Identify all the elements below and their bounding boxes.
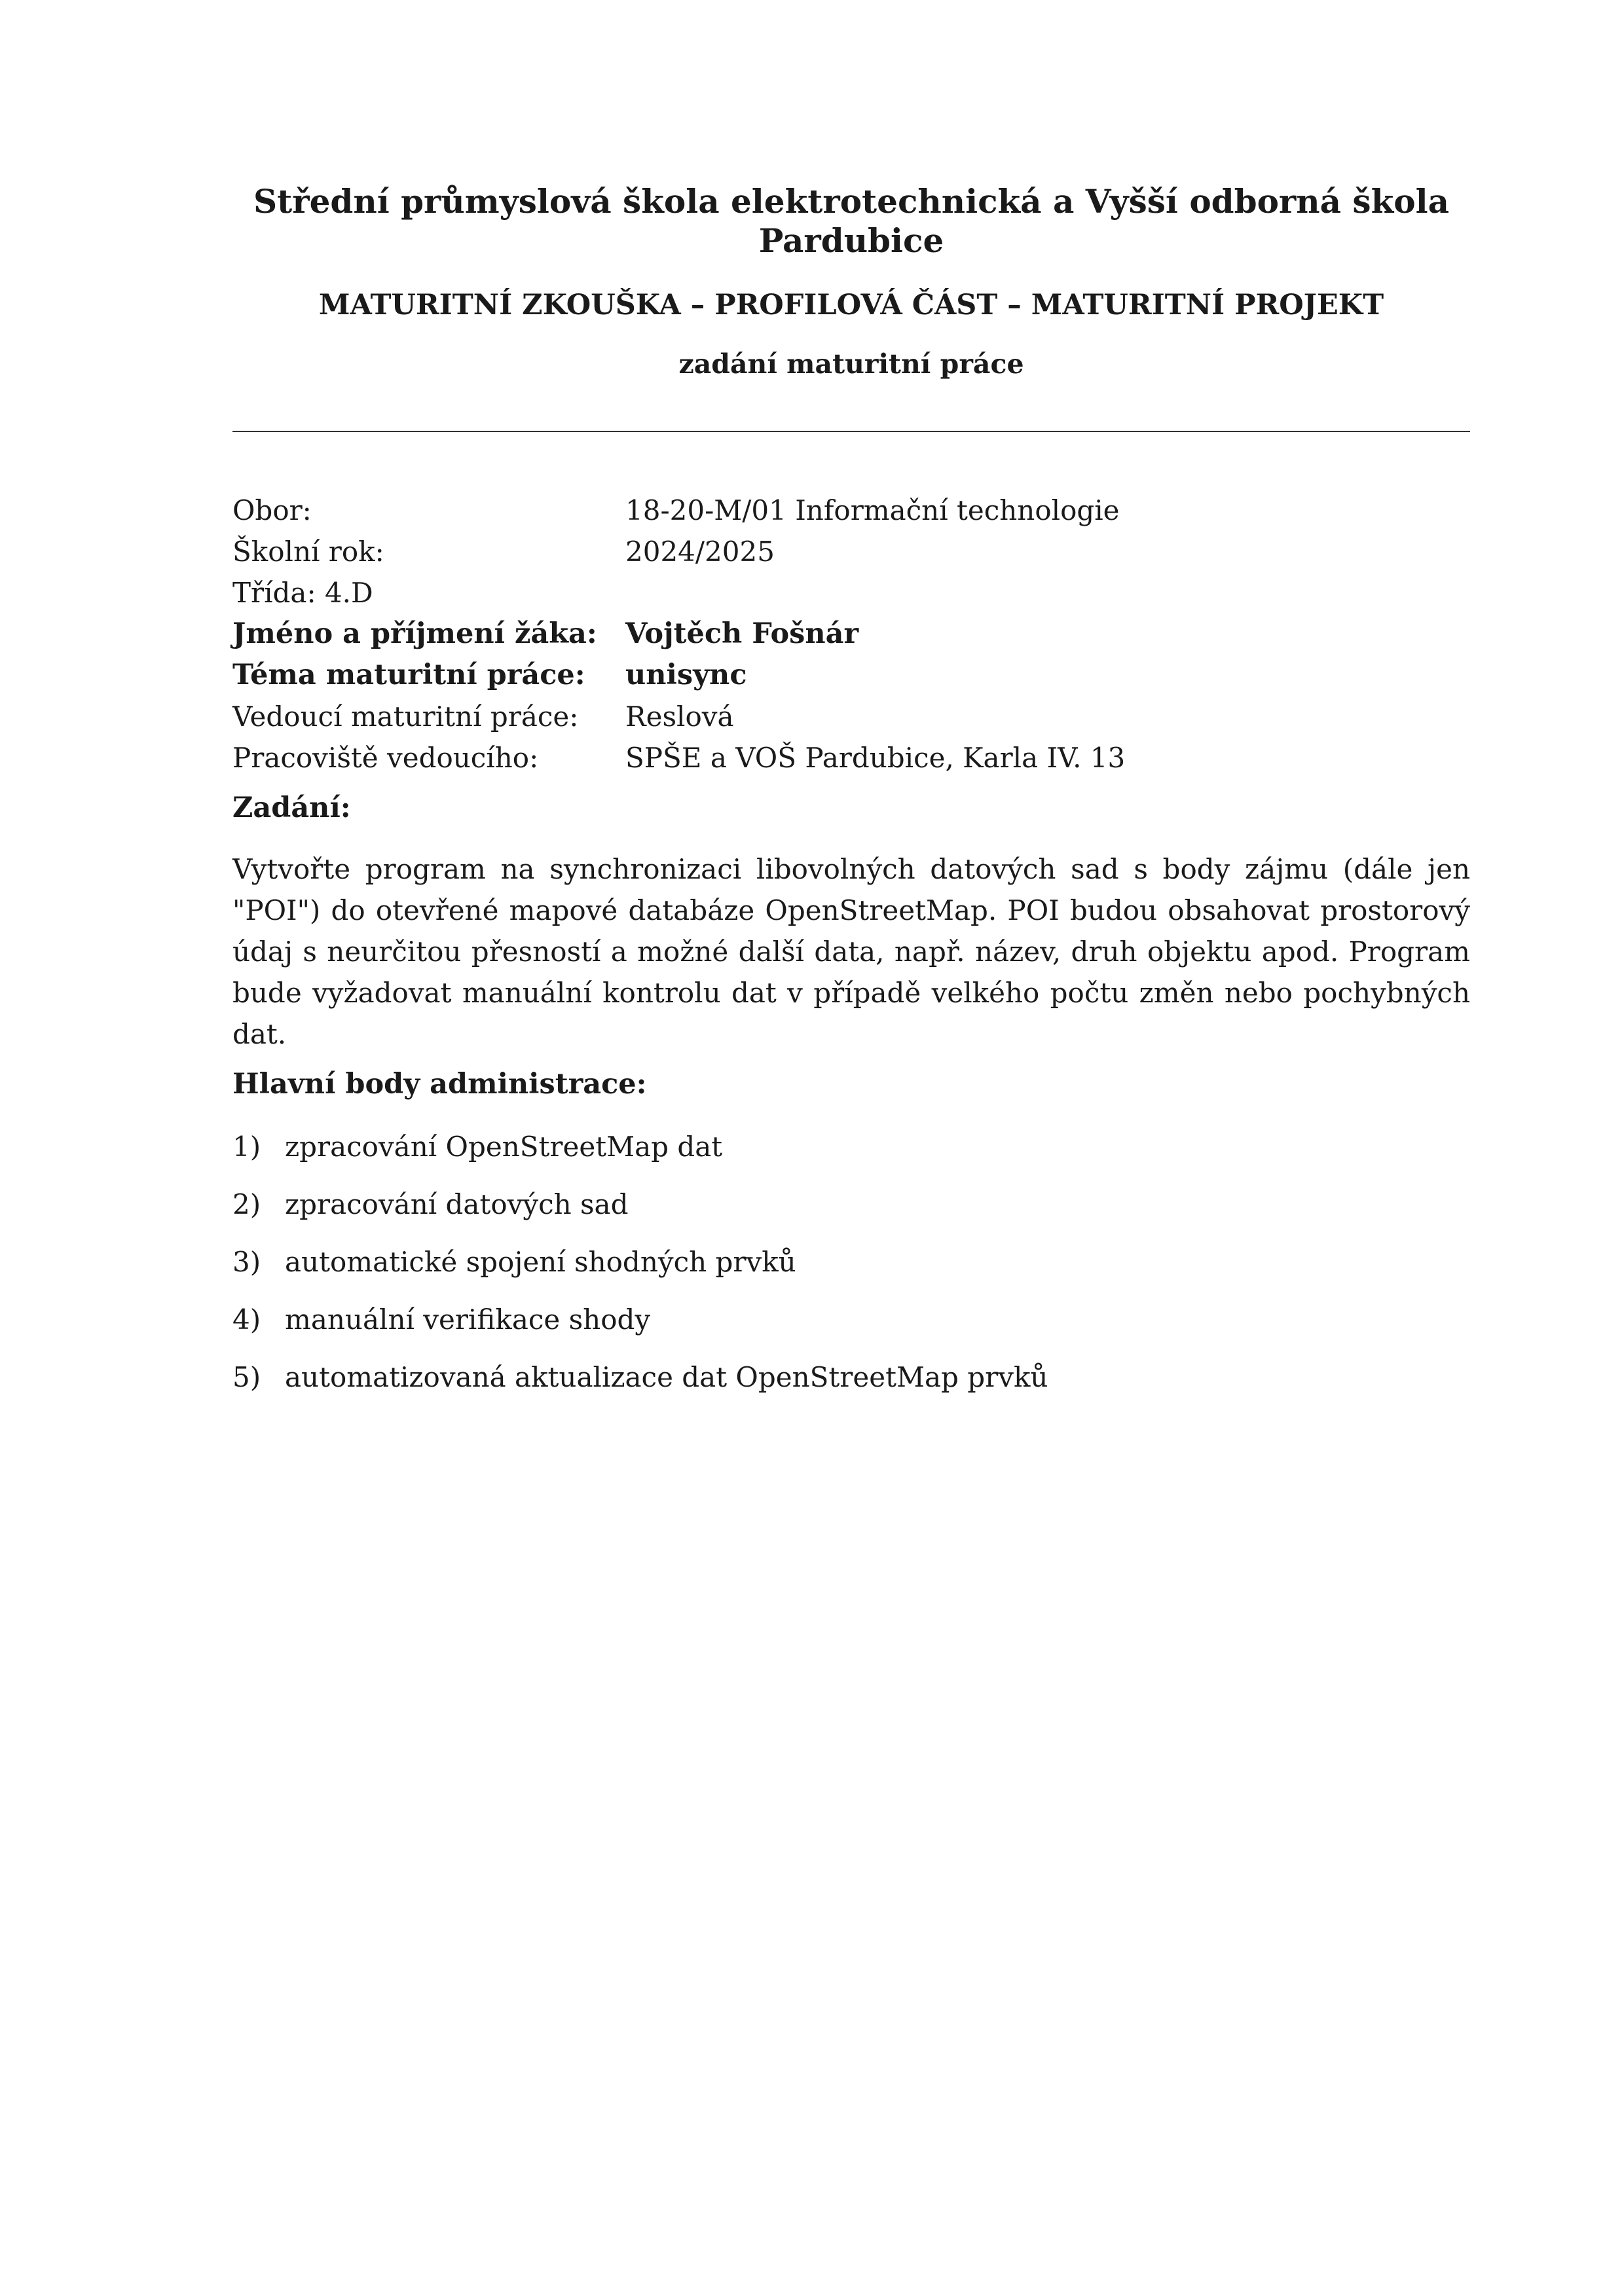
jmeno-label: Jméno a příjmení žáka: xyxy=(232,617,597,650)
list-item-text: automatizovaná aktualizace dat OpenStreetMap prvků xyxy=(285,1361,1048,1393)
list-item-number: 2) xyxy=(232,1188,261,1220)
assignment-text: Vytvořte program na synchronizaci libovolných datových sad s body zájmu (dále jen "POI") do otevřené mapové databáze OpenStreetMap. POI budou obsahovat prostorový údaj s neurčitou přesností a možné další data, např. název, druh objektu apod. Program bude vyžadovat manuální kontrolu dat v případě velkého počtu změn nebo pochybných dat. xyxy=(232,853,1470,1050)
list-item xyxy=(232,1186,1470,1244)
obor-label: Obor: xyxy=(232,494,312,526)
info-block xyxy=(232,490,1470,778)
pracoviste-value: SPŠE a VOŠ Pardubice, Karla IV. 13 xyxy=(625,742,1126,774)
info-row-tema xyxy=(232,655,1470,696)
pracoviste-label: Pracoviště vedoucího: xyxy=(232,742,539,774)
list-item xyxy=(232,1244,1470,1302)
jmeno-value: Vojtěch Fošnár xyxy=(625,617,859,650)
list-item xyxy=(232,1359,1470,1417)
list-item xyxy=(232,1302,1470,1359)
rok-value: 2024/2025 xyxy=(625,536,775,568)
points-heading: Hlavní body administrace: xyxy=(232,1068,647,1101)
vedouci-label: Vedoucí maturitní práce: xyxy=(232,701,579,733)
document-subtitle: zadání maturitní práce xyxy=(678,348,1024,380)
obor-value: 18-20-M/01 Informační technologie xyxy=(625,494,1120,526)
list-item-text: automatické spojení shodných prvků xyxy=(285,1246,796,1278)
vedouci-value: Reslová xyxy=(625,701,734,733)
list-item-number: 3) xyxy=(232,1246,261,1278)
list-item-number: 4) xyxy=(232,1303,261,1336)
list-item-text: zpracování datových sad xyxy=(285,1188,629,1220)
info-row-pracoviste xyxy=(232,737,1470,778)
list-item-number: 5) xyxy=(232,1361,261,1393)
info-row-obor xyxy=(232,490,1470,531)
tema-label: Téma maturitní práce: xyxy=(232,659,585,691)
info-row-vedouci xyxy=(232,696,1470,737)
list-item-number: 1) xyxy=(232,1131,261,1163)
horizontal-divider xyxy=(232,431,1470,432)
info-row-jmeno xyxy=(232,613,1470,655)
exam-title: MATURITNÍ ZKOUŠKA – PROFILOVÁ ČÁST – MATURITNÍ PROJEKT xyxy=(318,289,1384,321)
list-item xyxy=(232,1129,1470,1186)
list-item-text: manuální verifikace shody xyxy=(285,1303,651,1336)
tema-value: unisync xyxy=(625,659,747,691)
points-list xyxy=(232,1129,1470,1417)
rok-label: Školní rok: xyxy=(232,536,384,568)
info-row-rok xyxy=(232,531,1470,572)
assignment-heading: Zadání: xyxy=(232,792,351,824)
school-name: Střední průmyslová škola elektrotechnická a Vyšší odborná škola Pardubice xyxy=(253,182,1449,260)
list-item-text: zpracování OpenStreetMap dat xyxy=(285,1131,723,1163)
trida-label: Třída: 4.D xyxy=(232,577,373,609)
info-row-trida xyxy=(232,572,1470,613)
